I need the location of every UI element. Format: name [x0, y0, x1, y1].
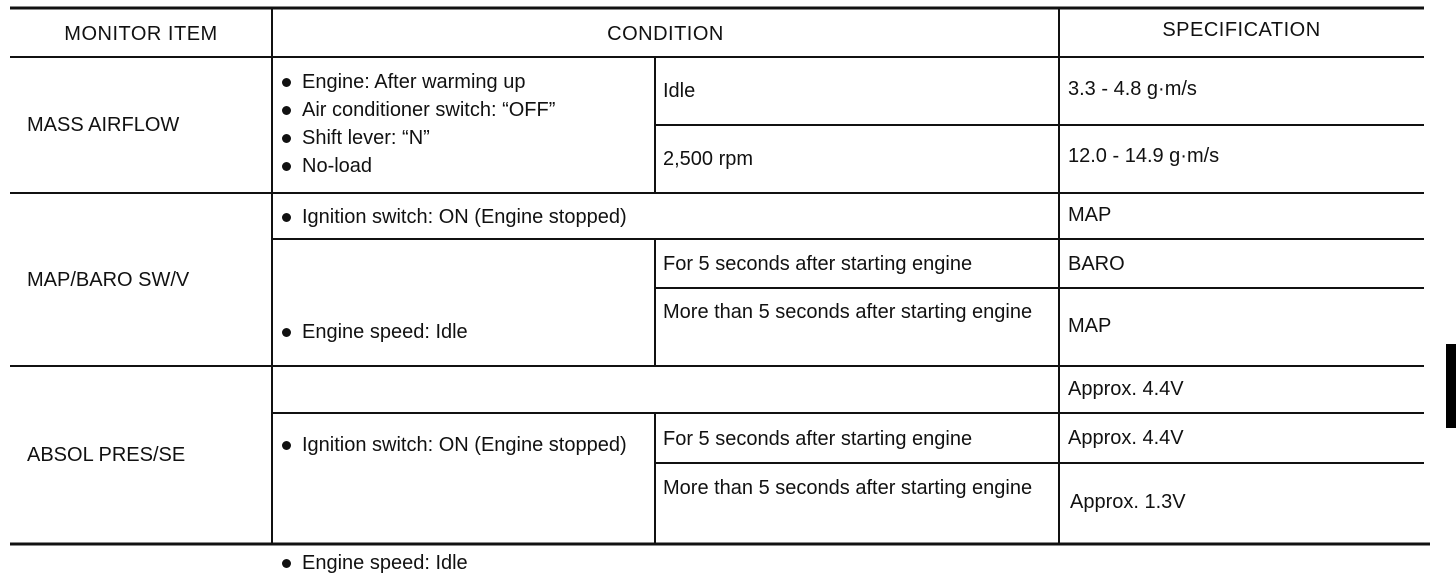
monitor-item-map-baro: MAP/BARO SW/V — [27, 269, 190, 291]
condition-engine-speed: Engine speed: Idle — [276, 549, 1456, 577]
header-condition: CONDITION — [607, 23, 724, 45]
top-condition: Ignition switch: ON (Engine stopped) — [276, 203, 1456, 231]
monitor-item-mass-airflow: MASS AIRFLOW — [27, 114, 180, 136]
sub-condition: For 5 seconds after starting engine — [663, 428, 973, 450]
spec-value: 3.3 - 4.8 g·m/s — [1068, 78, 1197, 100]
header-monitor-item: MONITOR ITEM — [64, 23, 218, 45]
spec-value: MAP — [1068, 204, 1112, 226]
spec-value: MAP — [1068, 315, 1112, 337]
sub-condition: For 5 seconds after starting engine — [663, 253, 973, 275]
condition-item: No-load — [276, 152, 555, 180]
spec-value: 12.0 - 14.9 g·m/s — [1068, 145, 1220, 167]
condition-item: Engine: After warming up — [276, 68, 555, 96]
spec-value: Approx. 4.4V — [1068, 427, 1184, 449]
sub-condition-idle: Idle — [663, 80, 696, 102]
page-edge-tab-marker — [1446, 344, 1456, 428]
sub-condition: More than 5 seconds after starting engine — [663, 301, 1033, 323]
monitor-item-absol-pres: ABSOL PRES/SE — [27, 444, 186, 466]
condition-engine-speed: Engine speed: Idle — [276, 318, 1456, 346]
sub-condition: More than 5 seconds after starting engine — [663, 477, 1033, 499]
mass-airflow-conditions — [276, 68, 555, 180]
condition-item: Air conditioner switch: “OFF” — [276, 96, 555, 124]
spec-value: Approx. 1.3V — [1070, 491, 1186, 513]
header-specification: SPECIFICATION — [1162, 19, 1321, 41]
spec-value: BARO — [1068, 253, 1125, 275]
sub-condition-2500rpm: 2,500 rpm — [663, 148, 754, 170]
condition-item: Shift lever: “N” — [276, 124, 555, 152]
top-condition: Ignition switch: ON (Engine stopped) — [276, 431, 1456, 459]
spec-value: Approx. 4.4V — [1068, 378, 1184, 400]
